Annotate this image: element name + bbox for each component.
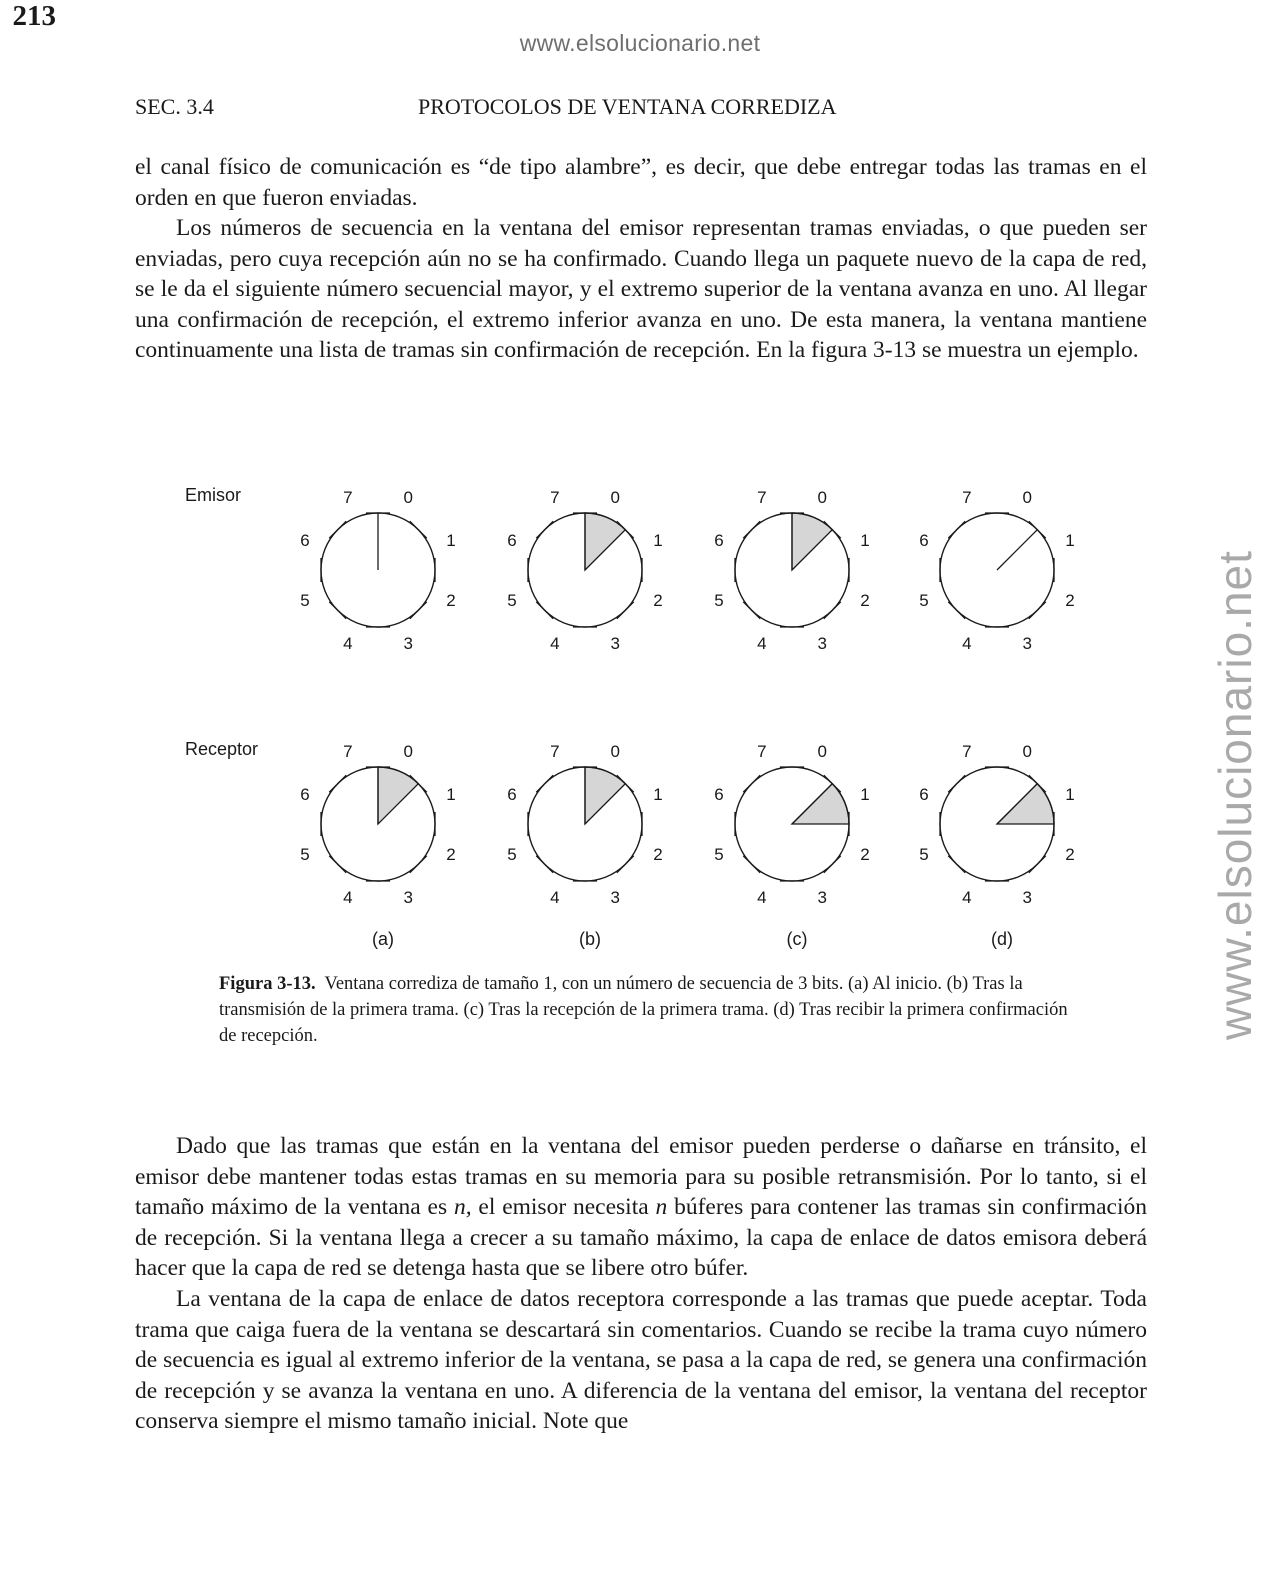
sector-label-receptor-b-4: 4: [550, 888, 560, 907]
sector-label-emisor-d-5: 5: [919, 591, 929, 611]
boundary-tick-receptor-b-3: [617, 856, 634, 873]
sector-label-receptor-c-6: 6: [714, 784, 724, 804]
boundary-tick-emisor-c-3: [824, 602, 841, 619]
sector-label-emisor-b-1: 1: [653, 530, 663, 550]
sector-label-emisor-c-4: 4: [757, 634, 767, 653]
paragraph-3-part-c: búferes para contener las tramas sin confirmación de recepción. Si la ventana llega a crecer a su tamaño máximo, la capa de enlace de datos emisora deberá hacer que la capa de red se detenga hasta que se libere otro búfer.: [135, 1194, 1147, 1281]
sector-label-receptor-c-3: 3: [817, 888, 827, 907]
sector-label-receptor-d-2: 2: [1065, 845, 1075, 865]
sector-label-emisor-c-0: 0: [817, 488, 827, 507]
boundary-tick-receptor-a-7: [329, 775, 346, 792]
sector-label-emisor-a-4: 4: [343, 634, 353, 653]
paragraph-2: Los números de secuencia en la ventana del emisor representan tramas enviadas, o que pueden ser enviadas, pero cuya recepción aún no se ha confirmado. Cuando llega un paquete nuevo de la capa de red, se le da el siguiente número secuencial mayor, y el extremo superior de la ventana avanza en uno. Al llegar una confirmación de recepción, el extremo inferior avanza en uno. De esta manera, la ventana mantiene continuamente una lista de tramas sin confirmación de recepción. En la figura 3-13 se muestra un ejemplo.: [135, 215, 1147, 363]
sector-label-receptor-c-4: 4: [757, 888, 767, 907]
sector-label-receptor-a-1: 1: [446, 784, 456, 804]
window-pointer-emisor-d: [997, 530, 1037, 570]
boundary-tick-emisor-a-3: [410, 602, 427, 619]
sector-label-receptor-a-5: 5: [300, 845, 310, 865]
panel-label-b: (b): [579, 929, 601, 949]
panel-label-c: (c): [786, 929, 808, 949]
sector-label-receptor-c-7: 7: [757, 742, 767, 761]
sector-label-emisor-d-0: 0: [1022, 488, 1032, 507]
sector-label-emisor-a-2: 2: [446, 591, 456, 611]
boundary-tick-emisor-d-7: [948, 521, 965, 538]
boundary-tick-receptor-c-5: [743, 856, 760, 873]
boundary-tick-receptor-a-5: [329, 856, 346, 873]
sector-label-emisor-b-4: 4: [550, 634, 560, 653]
sector-label-emisor-c-3: 3: [817, 634, 827, 653]
boundary-tick-emisor-d-3: [1029, 602, 1046, 619]
window-sector-emisor-c: [792, 513, 832, 570]
boundary-tick-emisor-d-5: [948, 602, 965, 619]
sector-label-receptor-a-3: 3: [403, 888, 413, 907]
sector-label-receptor-b-3: 3: [610, 888, 620, 907]
sector-label-emisor-a-5: 5: [300, 591, 310, 611]
sector-label-receptor-d-7: 7: [962, 742, 972, 761]
sector-label-emisor-d-6: 6: [919, 530, 929, 550]
sector-label-emisor-b-5: 5: [507, 591, 517, 611]
sector-label-emisor-b-6: 6: [507, 530, 517, 550]
sector-label-receptor-d-4: 4: [962, 888, 972, 907]
sector-label-receptor-c-0: 0: [817, 742, 827, 761]
sector-label-receptor-a-0: 0: [403, 742, 413, 761]
sector-label-emisor-d-3: 3: [1022, 634, 1032, 653]
row-label-emisor: Emisor: [185, 485, 242, 505]
window-sector-receptor-b: [585, 767, 625, 824]
sector-label-receptor-c-2: 2: [860, 845, 870, 865]
panel-label-d: (d): [991, 929, 1013, 949]
sector-label-emisor-a-1: 1: [446, 530, 456, 550]
boundary-tick-emisor-a-1: [410, 521, 427, 538]
sector-label-receptor-a-2: 2: [446, 845, 456, 865]
figure-caption-text: Ventana corrediza de tamaño 1, con un número de secuencia de 3 bits. (a) Al inicio. (b) Tras la transmisión de la primera trama. (c) Tras la recepción de la primera trama. (d) Tras recibir la primera confirmación de recepción.: [219, 974, 1068, 1046]
sliding-window-figure: [0, 470, 1280, 970]
window-sector-receptor-c: [792, 784, 849, 824]
sector-label-emisor-c-2: 2: [860, 591, 870, 611]
sector-label-emisor-c-1: 1: [860, 530, 870, 550]
sector-label-emisor-b-2: 2: [653, 591, 663, 611]
section-header: SEC. 3.4: [135, 94, 214, 119]
paragraph-1: el canal físico de comunicación es “de tipo alambre”, es decir, que debe entregar todas las tramas en el orden en que fueron enviadas.: [135, 154, 1147, 211]
sector-label-receptor-b-2: 2: [653, 845, 663, 865]
boundary-tick-receptor-d-3: [1029, 856, 1046, 873]
window-sector-receptor-a: [378, 767, 418, 824]
boundary-tick-emisor-b-5: [536, 602, 553, 619]
sector-label-receptor-a-6: 6: [300, 784, 310, 804]
sector-label-emisor-c-6: 6: [714, 530, 724, 550]
sector-label-emisor-b-7: 7: [550, 488, 560, 507]
sector-label-receptor-a-4: 4: [343, 888, 353, 907]
sector-label-emisor-d-7: 7: [962, 488, 972, 507]
sector-label-receptor-d-3: 3: [1022, 888, 1032, 907]
row-label-receptor: Receptor: [185, 739, 259, 759]
sector-label-receptor-d-0: 0: [1022, 742, 1032, 761]
figure-caption-label: Figura 3-13.: [219, 974, 316, 994]
sector-label-emisor-b-0: 0: [610, 488, 620, 507]
sector-label-receptor-c-5: 5: [714, 845, 724, 865]
sector-label-receptor-b-7: 7: [550, 742, 560, 761]
boundary-tick-receptor-c-7: [743, 775, 760, 792]
window-sector-emisor-b: [585, 513, 625, 570]
window-sector-receptor-d: [997, 784, 1054, 824]
boundary-tick-emisor-a-5: [329, 602, 346, 619]
sector-label-receptor-a-7: 7: [343, 742, 353, 761]
math-n-2: n: [655, 1194, 668, 1220]
boundary-tick-receptor-b-5: [536, 856, 553, 873]
sector-label-emisor-c-5: 5: [714, 591, 724, 611]
paragraph-3-part-b: el emisor necesita: [471, 1194, 656, 1220]
page-number: 213: [12, 0, 56, 32]
paragraph-4: La ventana de la capa de enlace de datos receptora corresponde a las tramas que puede aceptar. Toda trama que caiga fuera de la ventana se descartará sin comentarios. Cuando se recibe la trama cuyo número de secuencia es igual al extremo inferior de la ventana, se pasa a la capa de red, se genera una confirmación de recepción y se avanza la ventana en uno. A diferencia de la ventana del emisor, la ventana del receptor conserva siempre el mismo tamaño inicial. Note que: [135, 1286, 1147, 1434]
watermark-side: www.elsolucionario.net: [1209, 550, 1261, 1040]
sector-label-receptor-b-5: 5: [507, 845, 517, 865]
panel-label-a: (a): [372, 929, 394, 949]
running-title: PROTOCOLOS DE VENTANA CORREDIZA: [418, 94, 837, 119]
sector-label-emisor-a-3: 3: [403, 634, 413, 653]
boundary-tick-emisor-b-7: [536, 521, 553, 538]
sector-label-receptor-d-1: 1: [1065, 784, 1075, 804]
math-n-1: n,: [453, 1194, 472, 1220]
paragraph-3-part-a: Dado que las tramas que están en la ventana del emisor pueden perderse o dañarse en tránsito, el emisor debe mantener todas estas tramas en su memoria para su posible retransmisión. Por lo tanto, si el tamaño máximo de la ventana es: [135, 1133, 1147, 1220]
sector-label-receptor-b-6: 6: [507, 784, 517, 804]
boundary-tick-emisor-c-5: [743, 602, 760, 619]
boundary-tick-receptor-b-7: [536, 775, 553, 792]
watermark-top: www.elsolucionario.net: [519, 30, 761, 56]
sector-label-receptor-b-0: 0: [610, 742, 620, 761]
sector-label-emisor-a-7: 7: [343, 488, 353, 507]
sector-label-emisor-c-7: 7: [757, 488, 767, 507]
boundary-tick-emisor-b-3: [617, 602, 634, 619]
sector-label-emisor-a-0: 0: [403, 488, 413, 507]
sector-label-emisor-d-1: 1: [1065, 530, 1075, 550]
sector-label-emisor-d-4: 4: [962, 634, 972, 653]
paragraph-3: [135, 1131, 1147, 1284]
figure-caption: [219, 971, 1079, 1049]
boundary-tick-receptor-c-3: [824, 856, 841, 873]
boundary-tick-receptor-d-5: [948, 856, 965, 873]
boundary-tick-emisor-c-7: [743, 521, 760, 538]
sector-label-receptor-c-1: 1: [860, 784, 870, 804]
sector-label-receptor-b-1: 1: [653, 784, 663, 804]
boundary-tick-receptor-d-7: [948, 775, 965, 792]
sector-label-emisor-b-3: 3: [610, 634, 620, 653]
sector-label-emisor-a-6: 6: [300, 530, 310, 550]
boundary-tick-receptor-a-3: [410, 856, 427, 873]
sector-label-receptor-d-5: 5: [919, 845, 929, 865]
sector-label-receptor-d-6: 6: [919, 784, 929, 804]
sector-label-emisor-d-2: 2: [1065, 591, 1075, 611]
boundary-tick-emisor-a-7: [329, 521, 346, 538]
